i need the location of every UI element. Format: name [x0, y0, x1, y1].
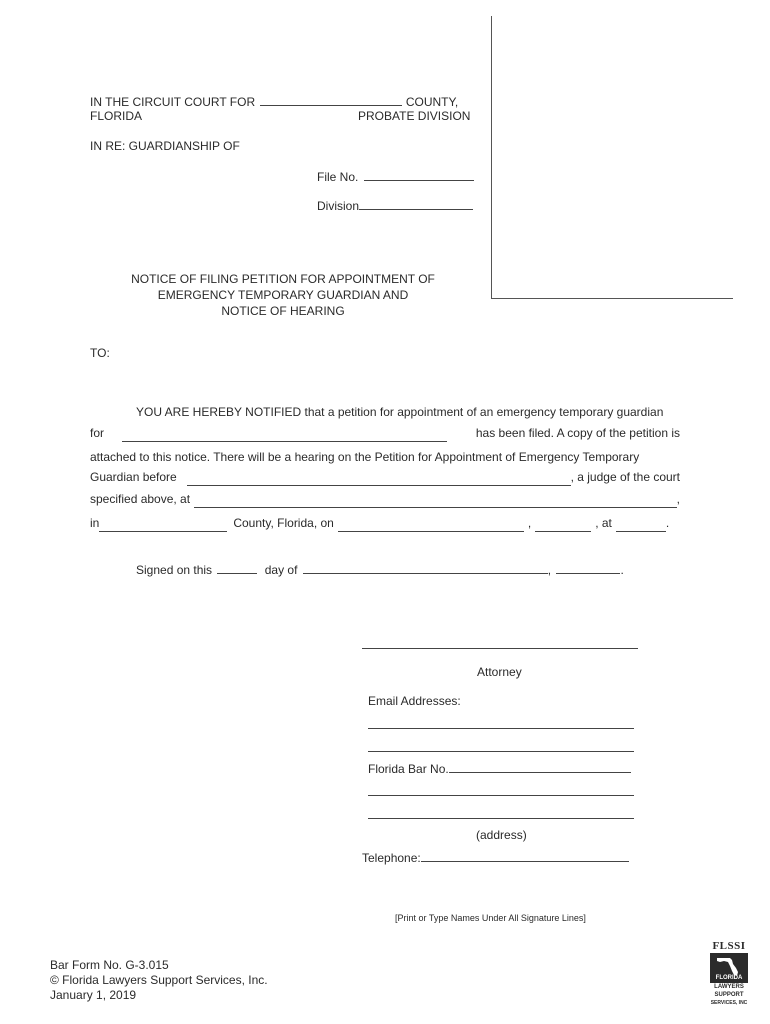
email-line-2[interactable] — [368, 751, 634, 752]
clerk-box-horizontal-rule — [491, 298, 733, 299]
notice-line-5: specified above, at , — [90, 492, 680, 506]
attorney-signature-line[interactable] — [362, 648, 638, 649]
email-line-1[interactable] — [368, 728, 634, 729]
signature-note: [Print or Type Names Under All Signature Lines] — [395, 913, 586, 923]
address-label: (address) — [476, 828, 527, 842]
in-re-label: IN RE: GUARDIANSHIP OF — [90, 139, 240, 153]
hearing-date-blank[interactable] — [338, 518, 524, 532]
hearing-county-blank[interactable] — [99, 518, 227, 532]
florida-map-icon: FLORIDA — [710, 953, 748, 983]
telephone-row: Telephone: — [362, 850, 629, 865]
notice-line-1: YOU ARE HEREBY NOTIFIED that a petition for appointment of an emergency temporary guardian — [136, 405, 664, 419]
hearing-year-blank[interactable] — [535, 518, 591, 532]
signed-month-blank[interactable] — [303, 562, 548, 574]
email-addresses-label: Email Addresses: — [368, 694, 461, 708]
judge-name-blank[interactable] — [187, 472, 571, 486]
hearing-location-blank[interactable] — [194, 494, 677, 508]
notice-line-6: in County, Florida, on , , at . — [90, 516, 670, 530]
file-no-row: File No. — [317, 169, 474, 184]
notice-line-4: Guardian before , a judge of the court — [90, 470, 680, 484]
court-caption-line: IN THE CIRCUIT COURT FOR COUNTY, — [90, 95, 459, 109]
notice-line-3: attached to this notice. There will be a hearing on the Petition for Appointment of Emergency Temporary — [90, 450, 640, 464]
signed-day-blank[interactable] — [217, 562, 257, 574]
division-blank[interactable] — [359, 198, 473, 210]
form-footer: Bar Form No. G-3.015 © Florida Lawyers Support Services, Inc. January 1, 2019 — [50, 958, 268, 1002]
file-no-blank[interactable] — [364, 169, 474, 181]
probate-division-label: PROBATE DIVISION — [358, 109, 471, 123]
clerk-box-vertical-rule — [491, 16, 492, 298]
to-label: TO: — [90, 346, 110, 360]
county-blank[interactable] — [260, 94, 402, 106]
state-label: FLORIDA — [90, 109, 143, 123]
hearing-time-blank[interactable] — [616, 518, 666, 532]
florida-bar-no-row: Florida Bar No. — [368, 761, 631, 776]
bar-no-blank[interactable] — [449, 761, 631, 773]
address-line-1[interactable] — [368, 795, 634, 796]
signed-year-blank[interactable] — [556, 562, 620, 574]
notice-line-2: for has been filed. A copy of the petition is — [90, 426, 680, 440]
flssi-logo: FLSSI FLORIDA LAWYERS SUPPORT SERVICES, INC — [710, 940, 748, 1006]
division-row: Division — [317, 198, 473, 213]
telephone-blank[interactable] — [421, 850, 629, 862]
document-title: NOTICE OF FILING PETITION FOR APPOINTMENT OF EMERGENCY TEMPORARY GUARDIAN AND NOTICE OF HEARING — [131, 272, 435, 318]
address-line-2[interactable] — [368, 818, 634, 819]
guardian-name-blank[interactable] — [122, 428, 447, 442]
signed-line: Signed on this day of , . — [136, 563, 624, 577]
attorney-label: Attorney — [477, 665, 522, 679]
